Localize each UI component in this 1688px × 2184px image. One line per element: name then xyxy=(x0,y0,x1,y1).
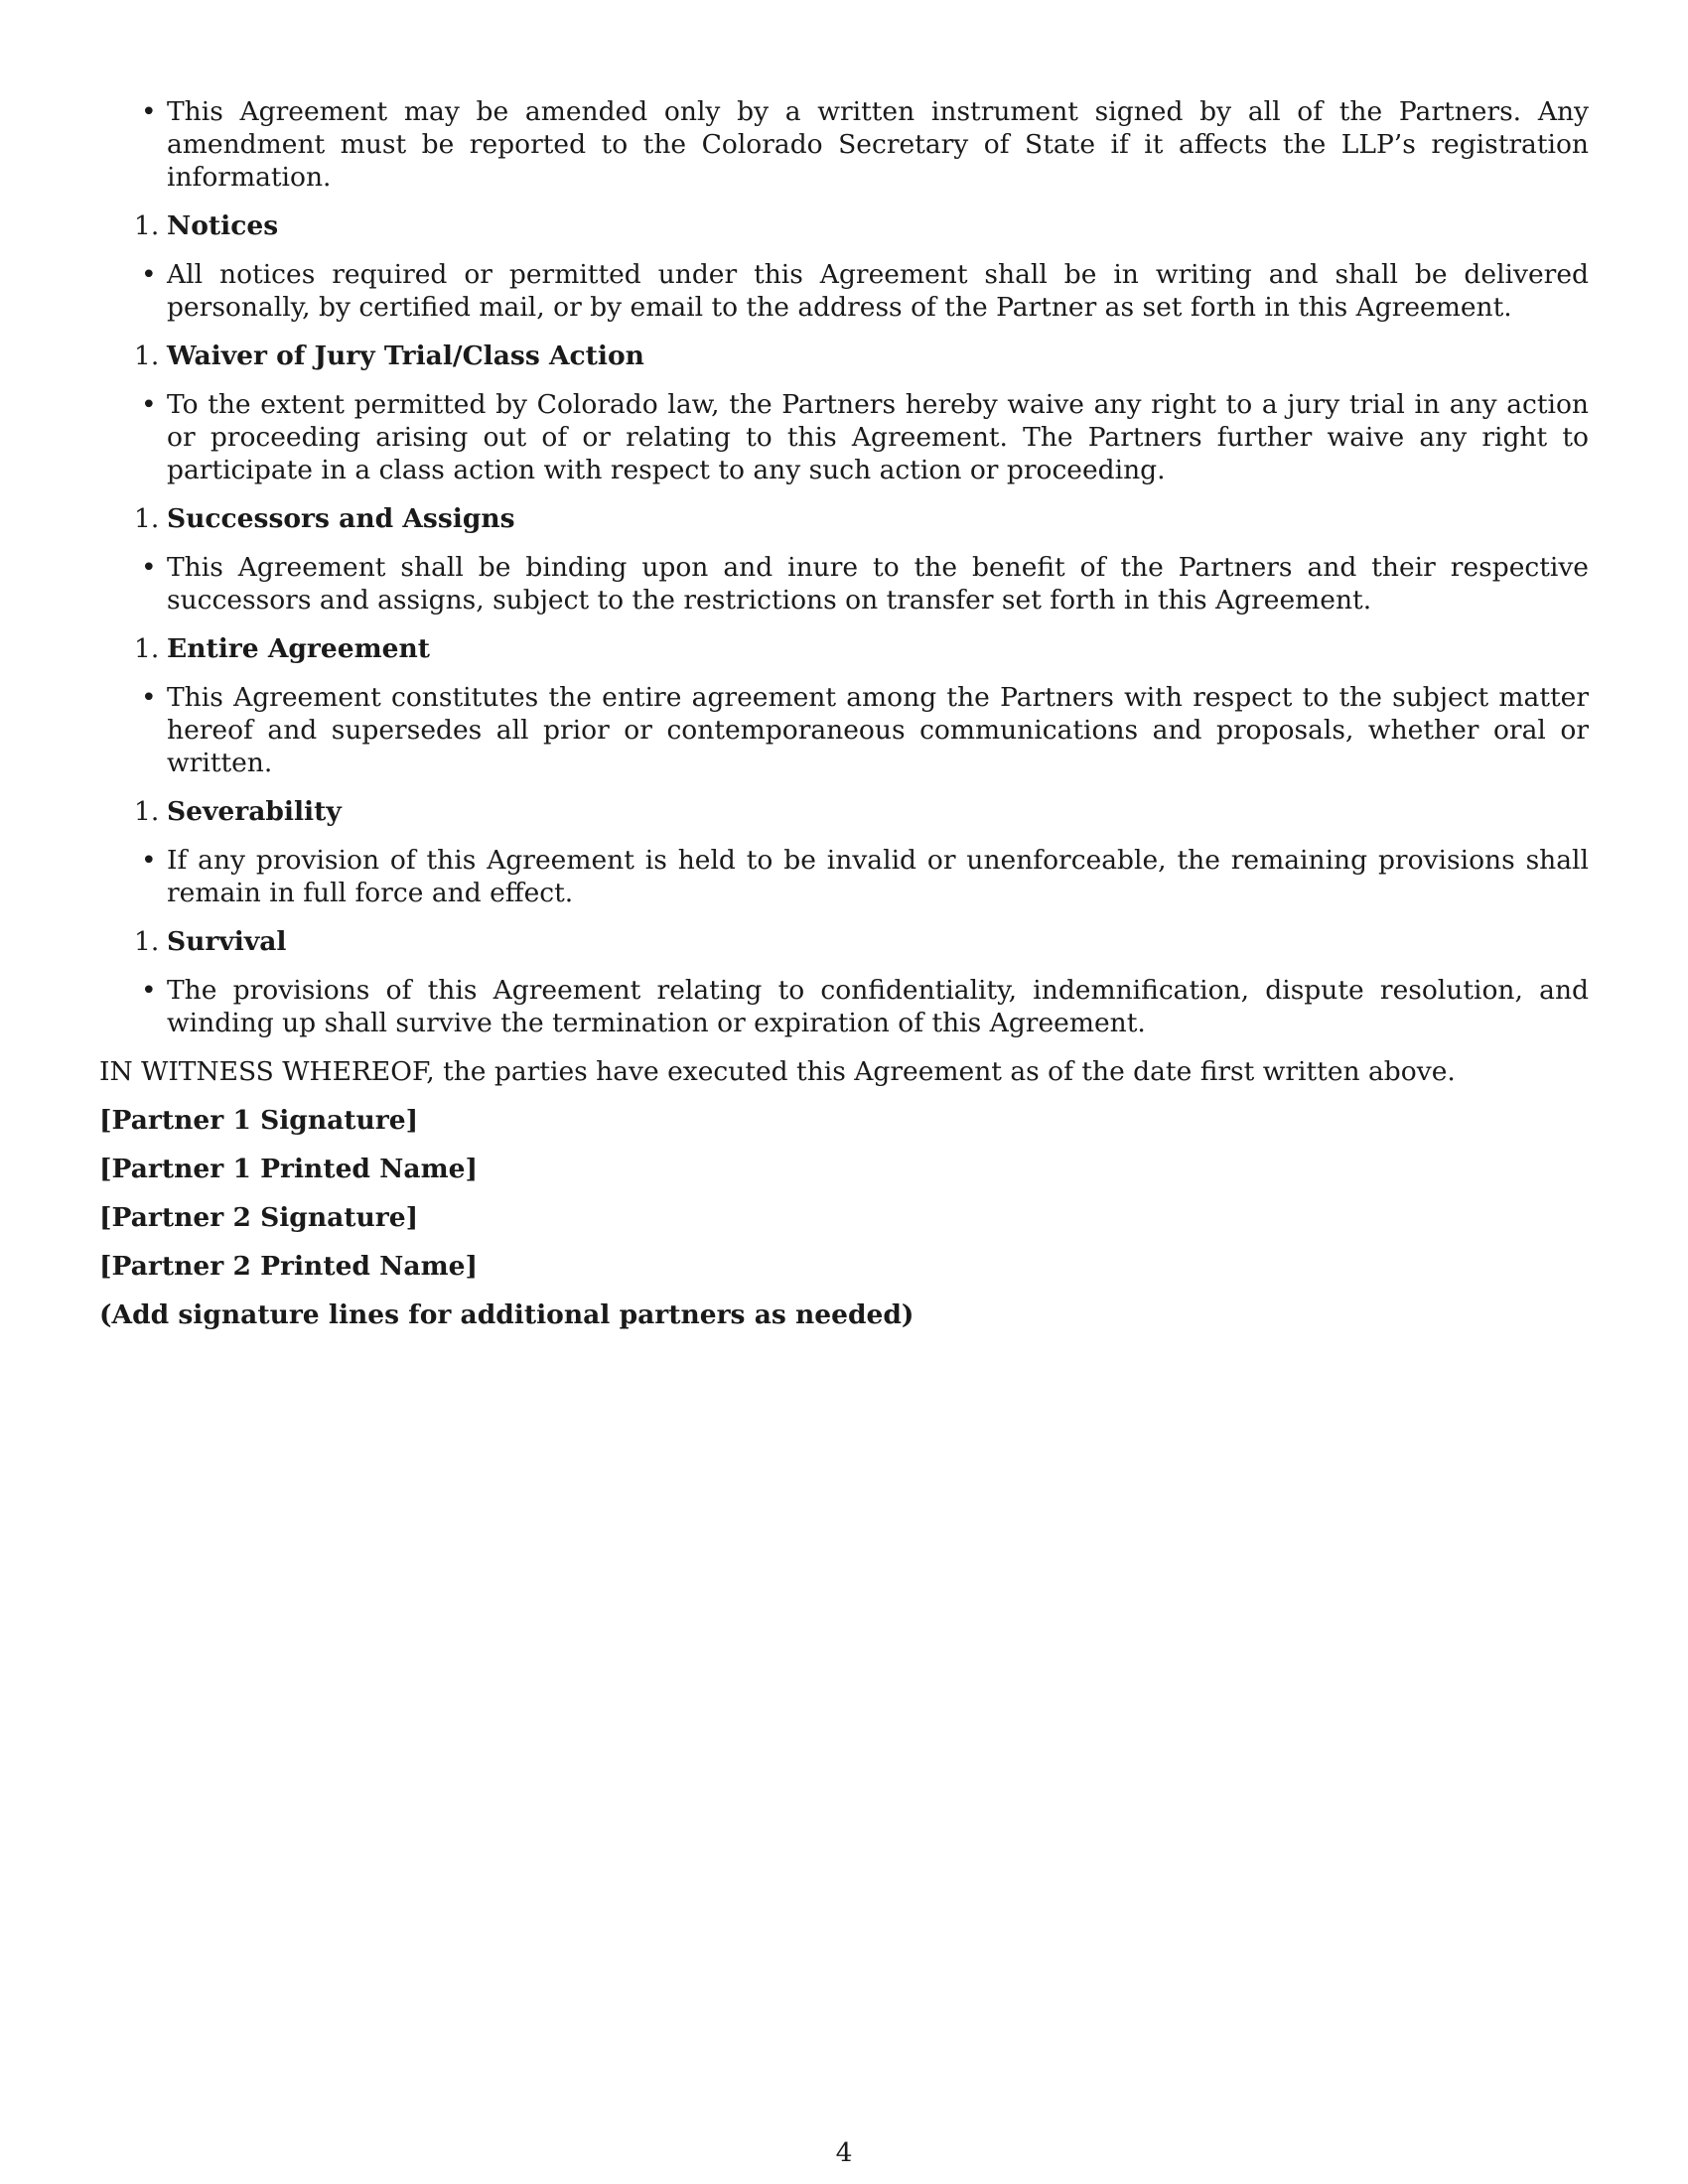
section-title: Notices xyxy=(167,210,279,241)
bullet-text-notices: All notices required or permitted under this Agreement shall be in writing and shall be delivered personally, by certified mail, or by email to the address of the Partner as set forth in this Agreement. xyxy=(167,259,1589,323)
partner2-printed-name-line: [Partner 2 Printed Name] xyxy=(99,1251,479,1282)
bullet-icon: • xyxy=(141,682,157,713)
bullet-text-jury-waiver: To the extent permitted by Colorado law, the Partners hereby waive any right to a jury trial in any action or proceeding arising out of or relating to this Agreement. The Partners further waive any right to participate in a class action with respect to any such action or proceeding. xyxy=(167,389,1589,485)
page-number: 4 xyxy=(835,2137,853,2168)
bullet-item xyxy=(99,974,1589,1039)
document-page xyxy=(99,95,1589,1347)
bullet-text-survival: The provisions of this Agreement relating to confidentiality, indemnification, dispute resolution, and winding up shall survive the termination or expiration of this Agreement. xyxy=(167,975,1589,1038)
section-number: 1. xyxy=(134,341,160,371)
section-title: Severability xyxy=(167,796,342,827)
partner2-signature-line: [Partner 2 Signature] xyxy=(99,1202,419,1233)
section-title: Waiver of Jury Trial/Class Action xyxy=(167,341,644,371)
bullet-icon: • xyxy=(141,975,157,1006)
bullet-icon: • xyxy=(141,389,157,420)
section-number: 1. xyxy=(134,633,160,664)
section-number: 1. xyxy=(134,503,160,534)
additional-partners-note: (Add signature lines for additional partners as needed) xyxy=(99,1299,914,1330)
section-title: Successors and Assigns xyxy=(167,503,515,534)
bullet-item xyxy=(99,681,1589,779)
section-number: 1. xyxy=(134,926,160,957)
section-heading-entire-agreement xyxy=(99,632,1589,665)
witness-statement: IN WITNESS WHEREOF, the parties have executed this Agreement as of the date first written above. xyxy=(99,1056,1456,1087)
bullet-text-successors: This Agreement shall be binding upon and inure to the benefit of the Partners and their respective successors and assigns, subject to the restrictions on transfer set forth in this Agreement. xyxy=(167,552,1589,615)
bullet-item xyxy=(99,95,1589,194)
section-heading-severability xyxy=(99,795,1589,828)
bullet-item xyxy=(99,551,1589,616)
partner1-printed-name-line: [Partner 1 Printed Name] xyxy=(99,1154,479,1184)
section-number: 1. xyxy=(134,796,160,827)
bullet-item xyxy=(99,388,1589,486)
bullet-icon: • xyxy=(141,96,157,127)
bullet-text-entire-agreement: This Agreement constitutes the entire agreement among the Partners with respect to the subject matter hereof and supersedes all prior or contemporaneous communications and proposals, whether oral or written. xyxy=(167,682,1589,778)
bullet-icon: • xyxy=(141,552,157,583)
section-heading-successors xyxy=(99,502,1589,535)
bullet-text-severability: If any provision of this Agreement is held to be invalid or unenforceable, the remaining provisions shall remain in full force and effect. xyxy=(167,845,1589,908)
bullet-item xyxy=(99,258,1589,324)
section-title: Entire Agreement xyxy=(167,633,430,664)
section-heading-jury-waiver xyxy=(99,340,1589,372)
bullet-icon: • xyxy=(141,259,157,290)
bullet-icon: • xyxy=(141,845,157,876)
bullet-text-amendment: This Agreement may be amended only by a written instrument signed by all of the Partners. Any amendment must be reported to the Colorado Secretary of State if it affects the LLP’s registration information. xyxy=(167,96,1589,193)
partner1-signature-line: [Partner 1 Signature] xyxy=(99,1105,419,1136)
section-heading-survival xyxy=(99,925,1589,958)
bullet-item xyxy=(99,844,1589,909)
section-title: Survival xyxy=(167,926,287,957)
section-heading-notices xyxy=(99,209,1589,242)
section-number: 1. xyxy=(134,210,160,241)
